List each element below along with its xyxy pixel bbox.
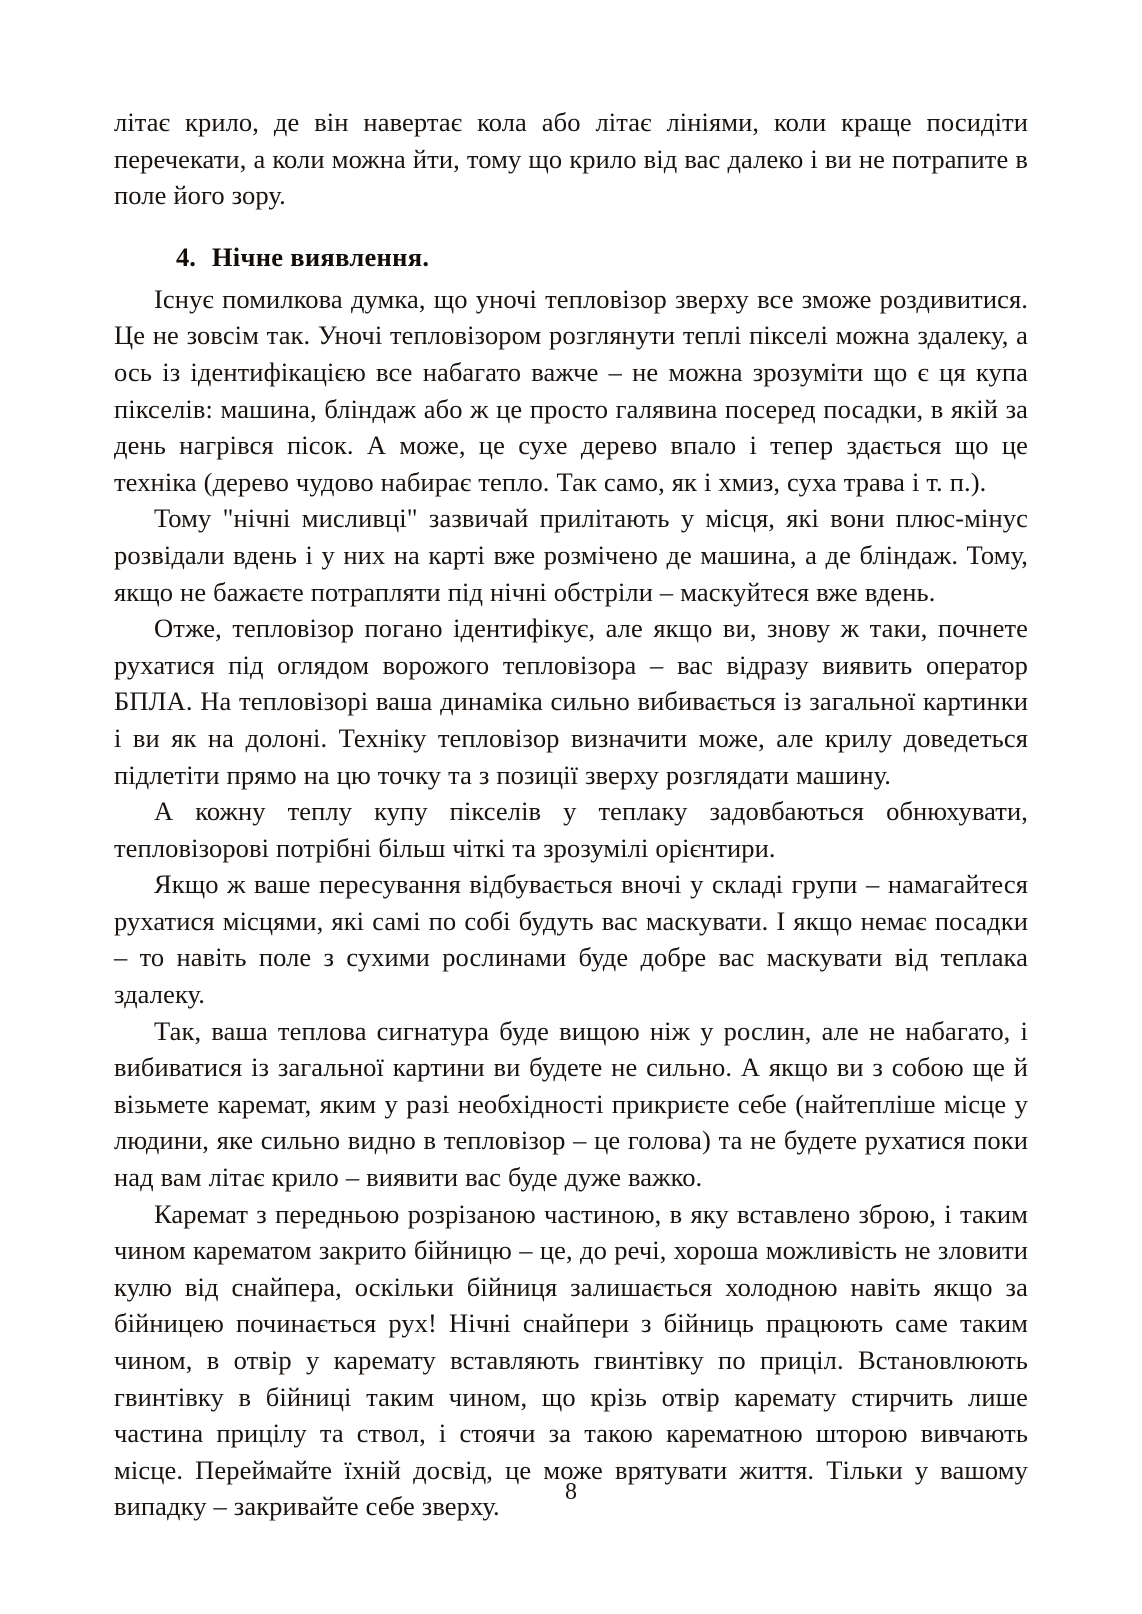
paragraph-5: Якщо ж ваше пересування відбувається вночі у складі групи – намагайтеся рухатися місцями, які самі по собі будуть вас маскувати. І якщо немає посадки – то навіть поле з сухими рослинами буде добре вас маскувати від теплака здалеку. [114, 869, 1028, 1010]
page-content [114, 104, 1028, 1525]
page-number: 8 [565, 1479, 577, 1505]
paragraph-3: Отже, тепловізор погано ідентифікує, але якщо ви, знову ж таки, почнете рухатися під оглядом ворожого тепловізора – вас відразу виявить оператор БПЛА. На тепловізорі ваша динаміка сильно вибивається із загальної картинки і ви як на долоні. Техніку тепловізор визначити може, але крилу доведеться підлетіти прямо на цю точку та з позиції зверху розглядати машину. [114, 613, 1028, 790]
section-heading [114, 242, 1028, 273]
paragraph-1: Існує помилкова думка, що уночі тепловізор зверху все зможе роздивитися. Це не зовсім так. Уночі тепловізором розглянути теплі пікселі можна здалеку, а ось із ідентифікацією все набагато важче – не можна зрозуміти що є ця купа пікселів: машина, бліндаж або ж це просто галявина посеред посадки, в якій за день нагрівся пісок. А може, це сухе дерево впало і тепер здається що це техніка (дерево чудово набирає тепло. Так само, як і хмиз, суха трава і т. п.). [114, 283, 1028, 497]
section-heading-number: 4. [176, 241, 196, 272]
paragraph-6: Так, ваша теплова сигнатура буде вищою ніж у рослин, але не набагато, і вибиватися із загальної картини ви будете не сильно. А якщо ви з собою ще й візьмете каремат, яким у разі необхідності прикриєте себе (найтепліше місце у людини, яке сильно видно в тепловізор – це голова) та не будете рухатися поки над вам літає крило – виявити вас буде дуже важко. [114, 1015, 1028, 1193]
paragraph-7: Каремат з передньою розрізаною частиною, в яку вставлено зброю, і таким чином карематом закрито бійницю – це, до речі, хороша можливість не зловити кулю від снайпера, оскільки бійниця залишається холодною навіть якщо за бійницею починається рух! Нічні снайпери з бійниць працюють саме таким чином, в отвір у каремату вставляють гвинтівку по приціл. Встановлюють гвинтівку в бійниці таким чином, що крізь отвір каремату стирчить лише частина прицілу та ствол, і стоячи за такою карематною шторою вивчають місце. Переймайте їхній досвід, це може врятувати життя. Тільки у вашому випадку – закривайте себе зверху. [114, 1198, 1028, 1522]
paragraph-2: Тому "нічні мисливці" зазвичай прилітають у місця, які вони плюс-мінус розвідали вдень і у них на карті вже розмічено де машина, а де бліндаж. Тому, якщо не бажаєте потрапляти під нічні обстріли – маскуйтеся вже вдень. [114, 503, 1028, 607]
paragraph-4: А кожну теплу купу пікселів у теплаку задовбаються обнюхувати, тепловізорові потрібні більш чіткі та зрозумілі орієнтири. [114, 796, 1028, 863]
paragraph-continuation: літає крило, де він навертає кола або літає лініями, коли краще посидіти перечекати, а коли можна йти, тому що крило від вас далеко і ви не потрапите в поле його зору. [114, 107, 1028, 211]
section-heading-title: Нічне виявлення. [211, 241, 430, 272]
